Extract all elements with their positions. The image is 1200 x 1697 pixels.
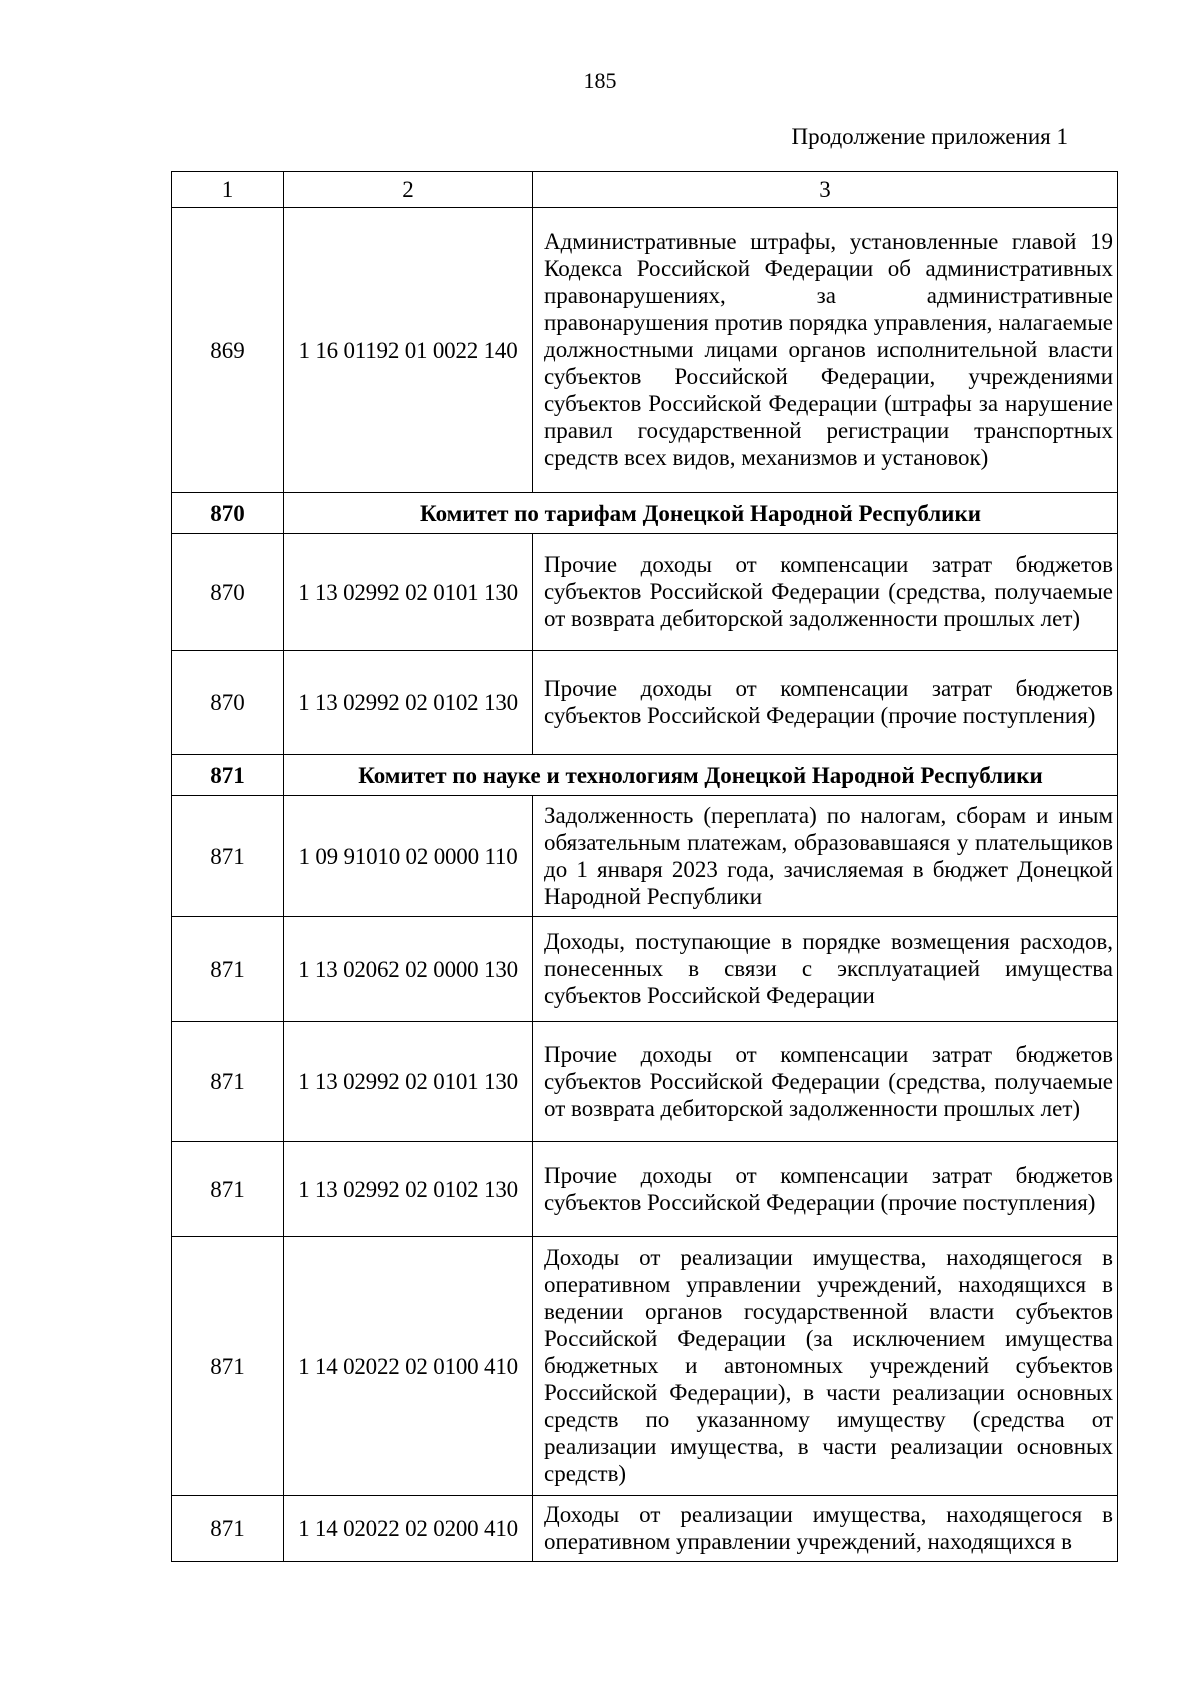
budget-code: 1 09 91010 02 0000 110 [284,796,533,917]
budget-code: 1 13 02992 02 0102 130 [284,651,533,755]
budget-code: 1 16 01192 01 0022 140 [284,208,533,493]
column-header-2: 2 [284,172,533,208]
revenue-description: Прочие доходы от компенсации затрат бюджетов субъектов Российской Федерации (средства, получаемые от возврата дебиторской задолженности прошлых лет) [533,1022,1118,1142]
revenue-description: Доходы от реализации имущества, находящегося в оперативном управлении учреждений, находящихся в ведении органов государственной власти субъектов Российской Федерации (за исключением имущества бюджетных и автономных учреждений субъектов Российской Федерации), в части реализации основных средств по указанному имуществу (средства от реализации имущества, в части реализации основных средств) [533,1237,1118,1496]
revenue-table [171,171,1118,1562]
revenue-description: Прочие доходы от компенсации затрат бюджетов субъектов Российской Федерации (прочие поступления) [533,651,1118,755]
table-row [172,1022,1118,1142]
page-number: 185 [583,68,617,93]
continuation-note: Продолжение приложения 1 [791,124,1068,149]
admin-code: 871 [172,1142,284,1237]
revenue-description: Прочие доходы от компенсации затрат бюджетов субъектов Российской Федерации (прочие поступления) [533,1142,1118,1237]
admin-code: 870 [172,651,284,755]
section-admin-code: 870 [172,493,284,534]
budget-code: 1 13 02992 02 0101 130 [284,534,533,651]
budget-code: 1 13 02992 02 0101 130 [284,1022,533,1142]
table-row [172,1496,1118,1562]
section-row [172,755,1118,796]
budget-code: 1 14 02022 02 0200 410 [284,1496,533,1562]
column-header-3: 3 [533,172,1118,208]
section-title: Комитет по тарифам Донецкой Народной Республики [284,493,1118,534]
budget-code: 1 14 02022 02 0100 410 [284,1237,533,1496]
revenue-description: Административные штрафы, установленные главой 19 Кодекса Российской Федерации об административных правонарушениях, за административные правонарушения против порядка управления, налагаемые должностными лицами органов исполнительной власти субъектов Российской Федерации, учреждениями субъектов Российской Федерации (штрафы за нарушение правил государственной регистрации транспортных средств всех видов, механизмов и установок) [533,208,1118,493]
revenue-description: Доходы, поступающие в порядке возмещения расходов, понесенных в связи с эксплуатацией имущества субъектов Российской Федерации [533,917,1118,1022]
table-header-row [172,172,1118,208]
revenue-description: Прочие доходы от компенсации затрат бюджетов субъектов Российской Федерации (средства, получаемые от возврата дебиторской задолженности прошлых лет) [533,534,1118,651]
section-admin-code: 871 [172,755,284,796]
table-row [172,917,1118,1022]
column-header-1: 1 [172,172,284,208]
budget-code: 1 13 02992 02 0102 130 [284,1142,533,1237]
table-row [172,796,1118,917]
admin-code: 871 [172,1496,284,1562]
revenue-description: Доходы от реализации имущества, находящегося в оперативном управлении учреждений, находящихся в [533,1496,1118,1562]
budget-code: 1 13 02062 02 0000 130 [284,917,533,1022]
table-row [172,1237,1118,1496]
admin-code: 870 [172,534,284,651]
revenue-description: Задолженность (переплата) по налогам, сборам и иным обязательным платежам, образовавшаяся у плательщиков до 1 января 2023 года, зачисляемая в бюджет Донецкой Народной Республики [533,796,1118,917]
table-row [172,208,1118,493]
admin-code: 871 [172,917,284,1022]
table-row [172,1142,1118,1237]
admin-code: 869 [172,208,284,493]
admin-code: 871 [172,1237,284,1496]
section-row [172,493,1118,534]
section-title: Комитет по науке и технологиям Донецкой Народной Республики [284,755,1118,796]
admin-code: 871 [172,1022,284,1142]
table-row [172,534,1118,651]
admin-code: 871 [172,796,284,917]
table-row [172,651,1118,755]
